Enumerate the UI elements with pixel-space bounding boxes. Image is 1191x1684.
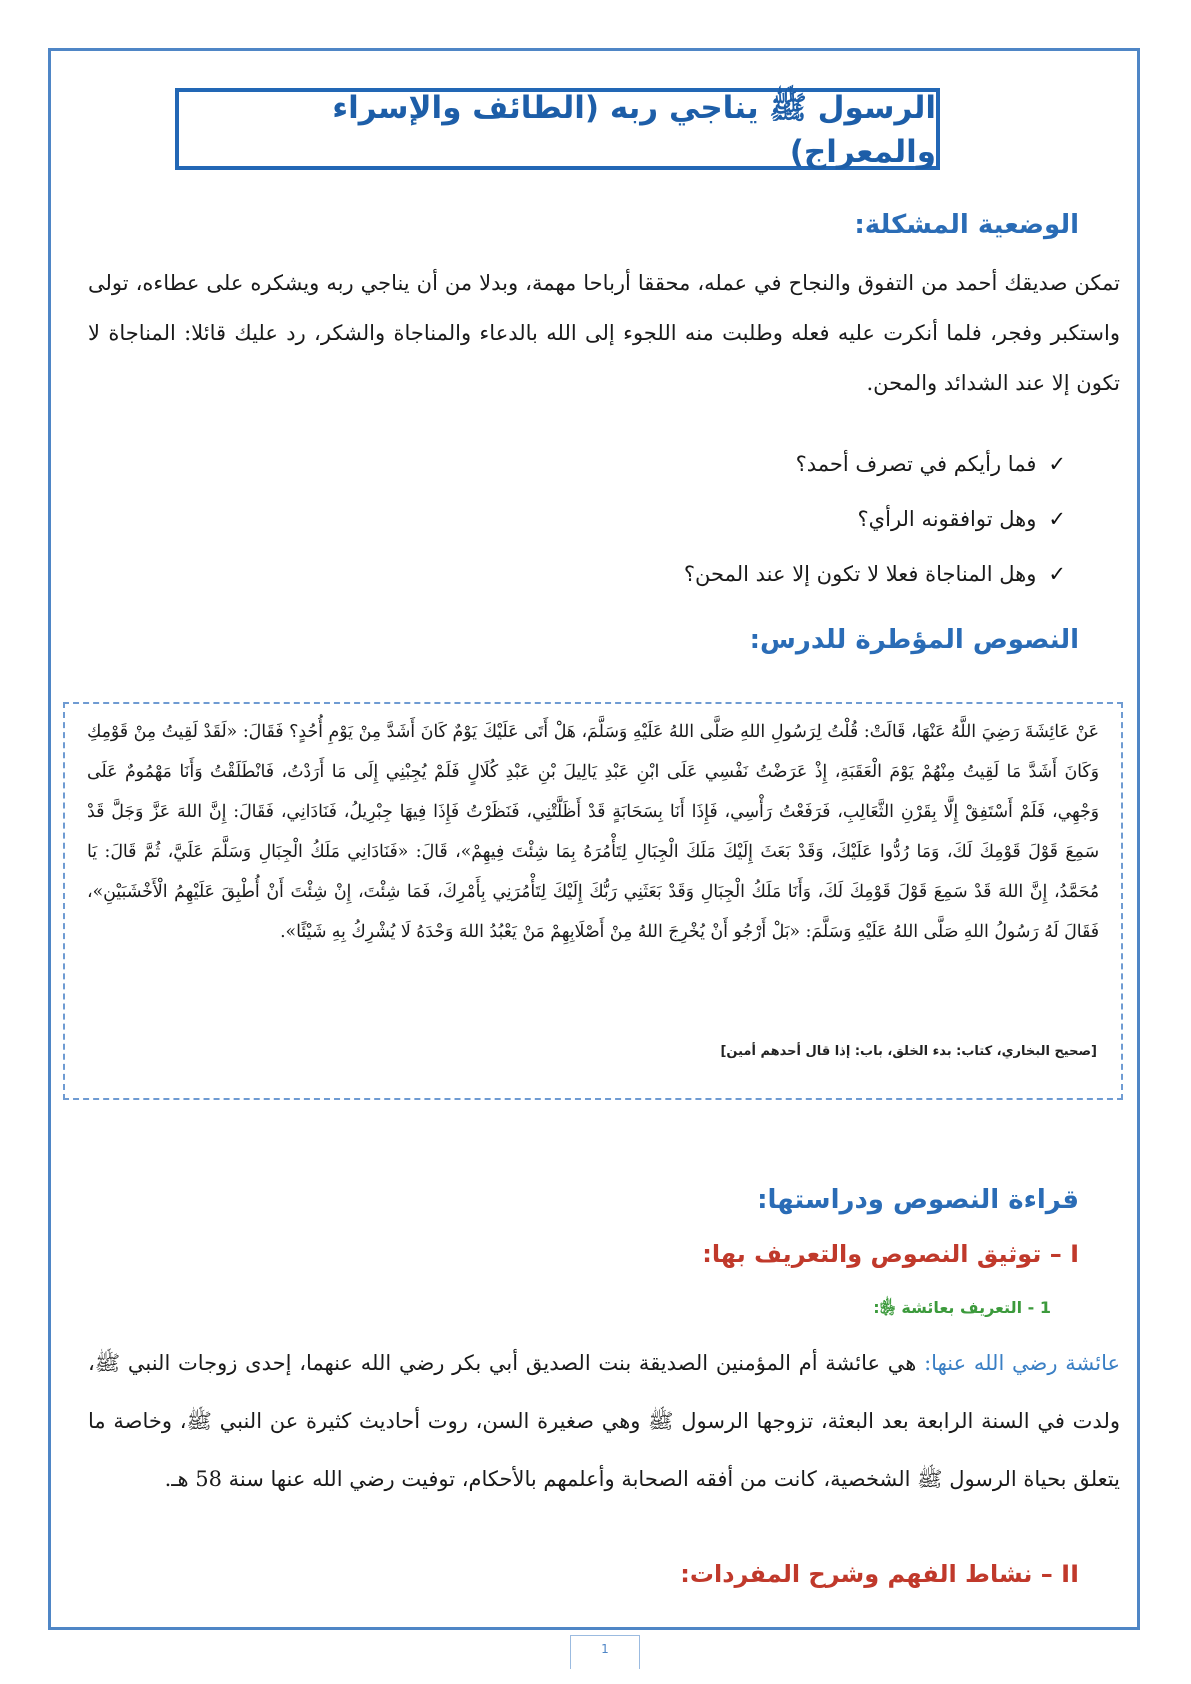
hadith-text: عَنْ عَائِشَةَ رَضِيَ اللَّهُ عَنْهَا، قَالَتْ: قُلْتُ لِرَسُولِ اللهِ صَلَّى اللهُ عَلَيْهِ وَسَلَّمَ، هَلْ أَتَى عَلَيْكَ يَوْمٌ كَانَ أَشَدَّ مِنْ يَوْمِ أُحُدٍ؟ فَقَالَ: «لَقَدْ لَقِيتُ مِنْ قَوْمِكِ وَكَانَ أَشَدَّ مَا لَقِيتُ مِنْهُمْ يَوْمَ الْعَقَبَةِ، إِذْ عَرَضْتُ نَفْسِي عَلَى ابْنِ عَبْدِ يَالِيلَ بْنِ عَبْدِ كُلَالٍ فَلَمْ يُجِبْنِي إِلَى مَا أَرَدْتُ، فَانْطَلَقْتُ وَأَنَا مَهْمُومٌ عَلَى وَجْهِي، فَلَمْ أَسْتَفِقْ إِلَّا بِقَرْنِ الثَّعَالِبِ، فَرَفَعْتُ رَأْسِي، فَإِذَا أَنَا بِسَحَابَةٍ قَدْ أَظَلَّتْنِي، فَنَظَرْتُ فَإِذَا فِيهَا جِبْرِيلُ، فَنَادَانِي، فَقَالَ: إِنَّ اللهَ عَزَّ وَجَلَّ قَدْ سَمِعَ قَوْلَ قَوْمِكَ لَكَ، وَمَا رُدُّوا عَلَيْكَ، وَقَدْ بَعَثَ إِلَيْكَ مَلَكَ الْجِبَالِ لِتَأْمُرَهُ بِمَا شِئْتَ فِيهِمْ»، قَالَ: «فَنَادَانِي مَلَكُ الْجِبَالِ وَسَلَّمَ عَلَيَّ، ثُمَّ قَالَ: يَا مُحَمَّدُ، إِنَّ اللهَ قَدْ سَمِعَ قَوْلَ قَوْمِكَ لَكَ، وَأَنَا مَلَكُ الْجِبَالِ وَقَدْ بَعَثَنِي رَبُّكَ إِلَيْكَ لِتَأْمُرَنِي بِأَمْرِكَ، فَمَا شِئْتَ، إِنْ شِئْتَ أَنْ أُطْبِقَ عَلَيْهِمُ الْأَخْشَبَيْنِ»، فَقَالَ لَهُ رَسُولُ اللهِ صَلَّى اللهُ عَلَيْهِ وَسَلَّمَ: «بَلْ أَرْجُو أَنْ يُخْرِجَ اللهُ مِنْ أَصْلَابِهِمْ مَنْ يَعْبُدُ اللهَ وَحْدَهُ لَا يُشْرِكُ بِهِ شَيْئًا». <box>87 722 1099 942</box>
reading-heading: قراءة النصوص ودراستها: <box>757 1185 1079 1215</box>
page-title: الرسول ﷺ يناجي ربه (الطائف والإسراء والمعراج) <box>332 89 936 170</box>
aisha-term: عائشة رضي الله عنها: <box>924 1351 1120 1375</box>
problem-heading: الوضعية المشكلة: <box>854 210 1079 240</box>
check-icon: ✓ <box>1048 452 1066 476</box>
question-item: ✓وهل المناجاة فعلا لا تكون إلا عند المحن؟ <box>683 562 1066 586</box>
hadith-source: [صحيح البخاري، كتاب: بدء الخلق، باب: إذا قال أحدهم أمين] <box>720 1044 1097 1059</box>
questions-list <box>684 444 1066 609</box>
aisha-text: هي عائشة أم المؤمنين الصديقة بنت الصديق أبي بكر رضي الله عنهما، إحدى زوجات النبي ﷺ، ولدت في السنة الرابعة بعد البعثة، تزوجها الرسول ﷺ وهي صغيرة السن، روت أحاديث كثيرة عن النبي ﷺ، وخاصة ما يتعلق بحياة الرسول ﷺ الشخصية، كانت من أفقه الصحابة وأعلمهم بالأحكام، توفيت رضي الله عنها سنة 58 هـ. <box>88 1351 1120 1491</box>
question-item: ✓فما رأيكم في تصرف أحمد؟ <box>795 452 1066 476</box>
check-icon: ✓ <box>1048 507 1066 531</box>
subsection1-heading: 1 - التعريف بعائشة ﵂: <box>873 1298 1051 1317</box>
aisha-paragraph <box>88 1334 1120 1508</box>
texts-heading: النصوص المؤطرة للدرس: <box>749 625 1079 655</box>
title-box <box>175 88 940 170</box>
page-number: 1 <box>570 1635 640 1669</box>
hadith-box <box>63 702 1123 1100</box>
problem-text: تمكن صديقك أحمد من التفوق والنجاح في عمله، محققا أرباحا مهمة، وبدلا من أن يناجي ربه ويشكره على عطاءه، تولى واستكبر وفجر، فلما أنكرت عليه فعله وطلبت منه اللجوء إلى الله بالدعاء والمناجاة والشكر، رد عليك قائلا: المناجاة لا تكون إلا عند الشدائد والمحن. <box>88 271 1120 395</box>
section1-heading: I – توثيق النصوص والتعريف بها: <box>702 1240 1079 1268</box>
section2-heading: II – نشاط الفهم وشرح المفردات: <box>680 1560 1079 1588</box>
check-icon: ✓ <box>1048 562 1066 586</box>
question-item: ✓وهل توافقونه الرأي؟ <box>857 507 1066 531</box>
